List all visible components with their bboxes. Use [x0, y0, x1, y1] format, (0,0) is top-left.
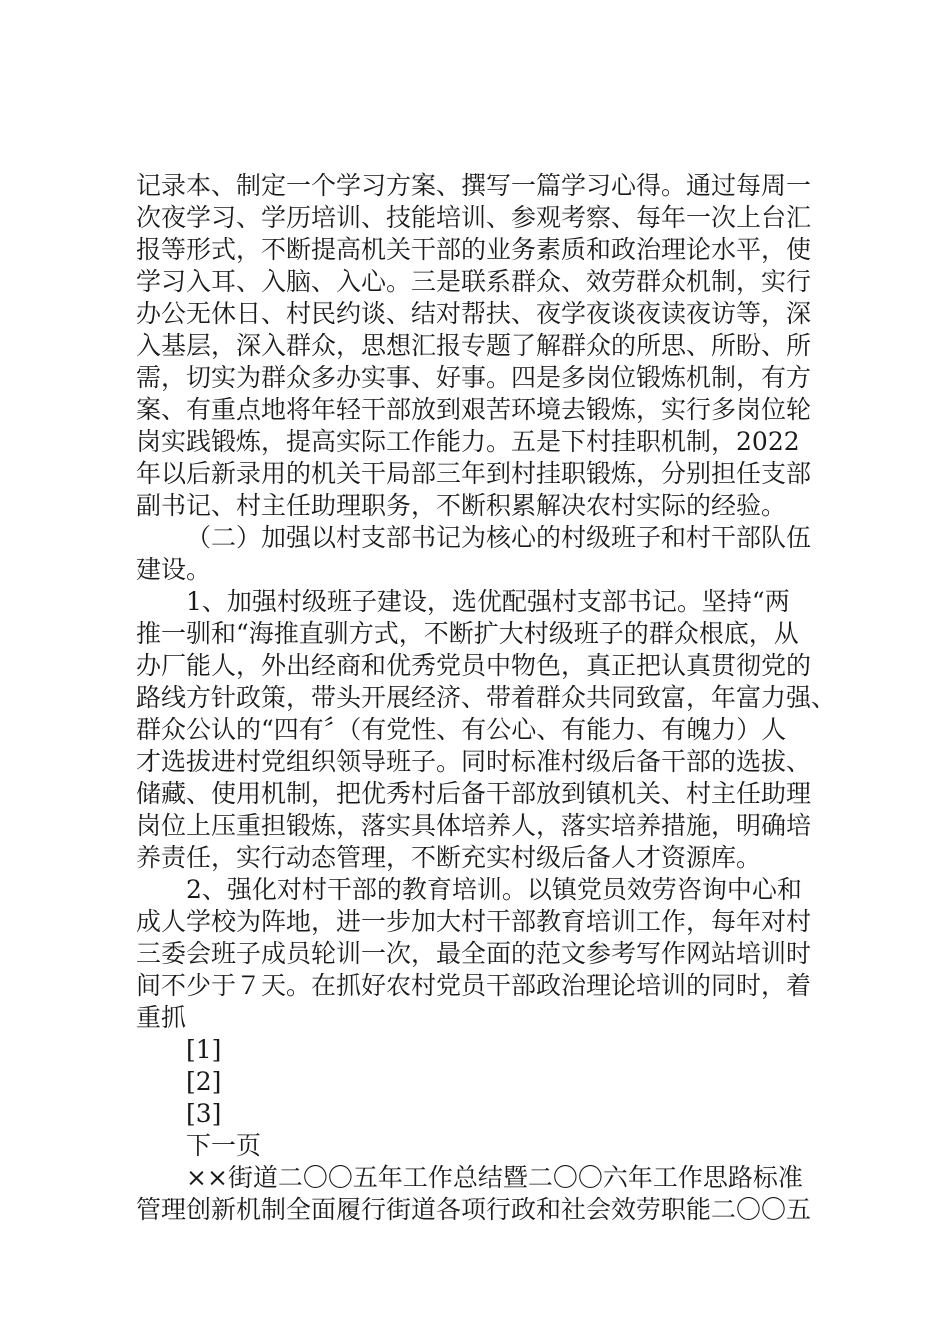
page-link[interactable]: [2]: [186, 1067, 222, 1096]
text-line: ××街道二〇〇五年工作总结暨二〇〇六年工作思路标准: [186, 1163, 803, 1192]
text-line: 办厂能人，外出经商和优秀党员中物色，真正把认真贯彻党的: [136, 651, 812, 680]
text-line: 1、加强村级班子建设，选优配强村支部书记。坚持“两: [186, 587, 790, 616]
text-line: 成人学校为阵地，进一步加大村干部教育培训工作，每年对村: [136, 907, 812, 936]
text-line: 需，切实为群众多办实事、好事。四是多岗位锻炼机制，有方: [136, 363, 812, 392]
text-line: 建设。: [136, 555, 212, 584]
page-link[interactable]: [3]: [186, 1099, 222, 1128]
text-line: （二）加强以村支部书记为核心的村级班子和村干部队伍: [186, 523, 812, 552]
text-line: 才选拔进村党组织领导班子。同时标准村级后备干部的选拔、: [136, 747, 812, 776]
text-line: 重抓: [136, 1003, 187, 1032]
body-text: [136, 170, 836, 1226]
text-line: 储藏、使用机制，把优秀村后备干部放到镇机关、村主任助理: [136, 779, 812, 808]
text-line: 记录本、制定一个学习方案、撰写一篇学习心得。通过每周一: [136, 171, 812, 200]
text-line: 学习入耳、入脑、入心。三是联系群众、效劳群众机制，实行: [136, 267, 812, 296]
text-line: 年以后新录用的机关干局部三年到村挂职锻炼，分别担任支部: [136, 459, 812, 488]
text-line: 岗位上压重担锻炼，落实具体培养人，落实培养措施，明确培: [136, 811, 812, 840]
text-line: 副书记、村主任助理职务，不断积累解决农村实际的经验。: [136, 491, 787, 520]
text-line: 办公无休日、村民约谈、结对帮扶、夜学夜谈夜读夜访等，深: [136, 299, 812, 328]
text-line: 岗实践锻炼，提高实际工作能力。五是下村挂职机制，2022: [136, 427, 800, 456]
next-page-link[interactable]: 下一页: [186, 1131, 262, 1160]
text-line: 三委会班子成员轮训一次，最全面的范文参考写作网站培训时: [136, 939, 812, 968]
text-line: 推一驯和“海推直驯方式，不断扩大村级班子的群众根底，从: [136, 619, 799, 648]
text-line: 间不少于７天。在抓好农村党员干部政治理论培训的同时，着: [136, 971, 812, 1000]
text-line: 次夜学习、学历培训、技能培训、参观考察、每年一次上台汇: [136, 203, 812, 232]
text-line: 管理创新机制全面履行街道各项行政和社会效劳职能二〇〇五: [136, 1195, 812, 1224]
text-line: 报等形式，不断提高机关干部的业务素质和政治理论水平，使: [136, 235, 812, 264]
text-line: 养责任，实行动态管理，不断充实村级后备人才资源库。: [136, 843, 762, 872]
text-line: 入基层，深入群众，思想汇报专题了解群众的所思、所盼、所: [136, 331, 812, 360]
text-line: 路线方针政策，带头开展经济、带着群众共同致富，年富力强、: [136, 683, 837, 712]
text-line: 群众公认的“四有〞（有党性、有公心、有能力、有魄力）人: [136, 715, 787, 744]
text-line: 案、有重点地将年轻干部放到艰苦环境去锻炼，实行多岗位轮: [136, 395, 812, 424]
page-link[interactable]: [1]: [186, 1035, 222, 1064]
text-line: 2、强化对村干部的教育培训。以镇党员效劳咨询中心和: [186, 875, 802, 904]
